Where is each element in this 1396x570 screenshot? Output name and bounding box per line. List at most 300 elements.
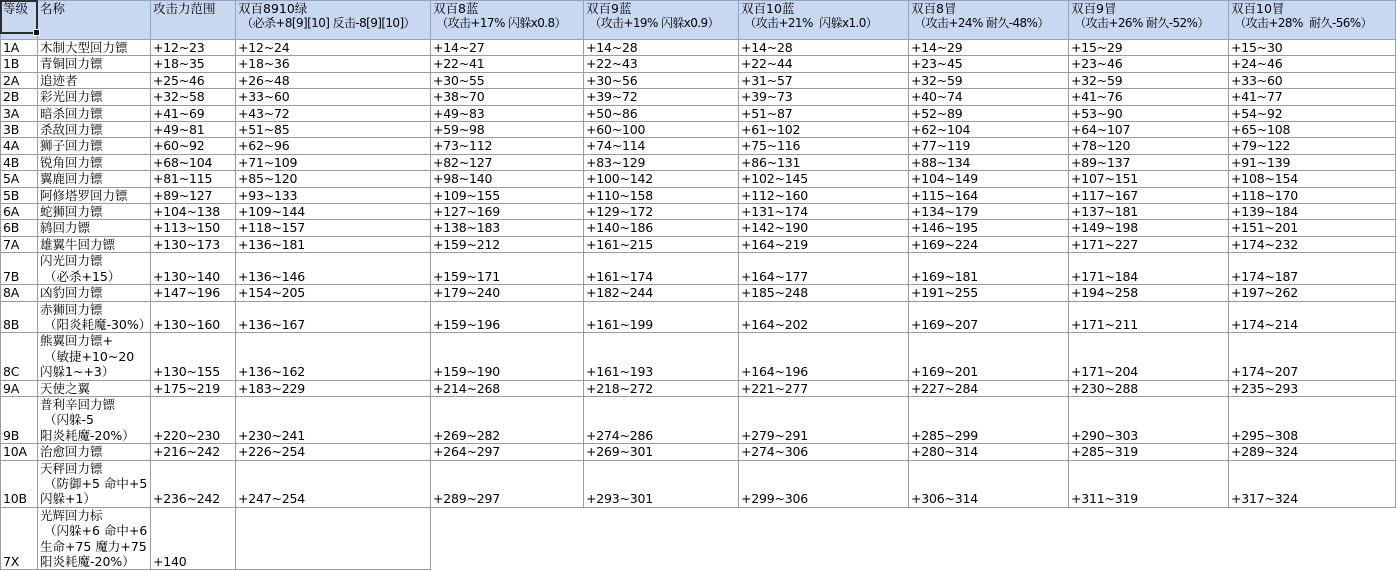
cell-value: +40~74: [911, 89, 963, 105]
cell-blue10[interactable]: [739, 105, 909, 121]
cell-value: +31~57: [741, 72, 793, 88]
cell-blue8[interactable]: [431, 122, 584, 138]
column-title: 双百8蓝: [433, 1, 479, 16]
cell-risk9[interactable]: [1069, 285, 1229, 301]
cell-level[interactable]: [1, 333, 38, 380]
cell-blue10[interactable]: [739, 380, 909, 396]
cell-risk10[interactable]: [1229, 236, 1396, 252]
cell-value: +39~73: [741, 89, 793, 105]
cell-blue9[interactable]: [584, 154, 739, 170]
cell-blue10[interactable]: [739, 171, 909, 187]
cell-blue9[interactable]: [584, 105, 739, 121]
cell-value: +74~114: [586, 138, 646, 154]
name-line: 治愈回力镖: [40, 444, 103, 460]
cell-name[interactable]: [38, 253, 151, 285]
cell-level[interactable]: [1, 72, 38, 88]
cell-blue10[interactable]: [739, 187, 909, 203]
cell-value: +220~230: [153, 427, 221, 443]
cell-blue8[interactable]: [431, 187, 584, 203]
cell-risk10[interactable]: [1229, 380, 1396, 396]
cell-value: +214~268: [433, 380, 501, 396]
cell-blue9[interactable]: [584, 122, 739, 138]
cell-blue8[interactable]: [431, 154, 584, 170]
cell-blue8[interactable]: [431, 171, 584, 187]
cell-atkrange[interactable]: [151, 285, 236, 301]
cell-value: +73~112: [433, 138, 493, 154]
cell-value: +280~314: [911, 444, 979, 460]
cell-name[interactable]: [38, 236, 151, 252]
cell-green8910[interactable]: [236, 236, 431, 252]
cell-risk10[interactable]: [1229, 72, 1396, 88]
cell-risk8[interactable]: [909, 204, 1069, 220]
cell-risk9[interactable]: [1069, 460, 1229, 507]
cell-atkrange[interactable]: [151, 40, 236, 56]
cell-risk9[interactable]: [1069, 204, 1229, 220]
cell-risk8[interactable]: [909, 72, 1069, 88]
cell-blue9[interactable]: [584, 396, 739, 443]
cell-risk10[interactable]: [1229, 220, 1396, 236]
cell-atkrange[interactable]: [151, 236, 236, 252]
cell-risk10[interactable]: [1229, 396, 1396, 443]
cell-blue9[interactable]: [584, 56, 739, 72]
cell-blue9[interactable]: [584, 72, 739, 88]
cell-value: +68~104: [153, 154, 213, 170]
cell-atkrange[interactable]: [151, 187, 236, 203]
cell-name[interactable]: [38, 154, 151, 170]
cell-level[interactable]: [1, 40, 38, 56]
cell-risk8[interactable]: [909, 333, 1069, 380]
column-header-green8910[interactable]: [236, 1, 431, 40]
cell-blue9[interactable]: [584, 236, 739, 252]
cell-green8910[interactable]: [236, 460, 431, 507]
name-line: 狮子回力镖: [40, 138, 103, 154]
cell-level[interactable]: [1, 460, 38, 507]
cell-risk8[interactable]: [909, 220, 1069, 236]
cell-atkrange[interactable]: [151, 105, 236, 121]
cell-blue8[interactable]: [431, 253, 584, 285]
cell-risk10[interactable]: [1229, 444, 1396, 460]
cell-risk10[interactable]: [1229, 89, 1396, 105]
cell-name[interactable]: [38, 171, 151, 187]
cell-value: +139~184: [1231, 204, 1299, 220]
cell-blue9[interactable]: [584, 301, 739, 333]
table-row: [1, 220, 1396, 236]
level-label: 1A: [3, 40, 20, 55]
cell-value: +285~299: [911, 427, 979, 443]
cell-blue10[interactable]: [739, 138, 909, 154]
cell-value: +247~254: [238, 491, 306, 507]
cell-atkrange[interactable]: [151, 380, 236, 396]
cell-value: +32~59: [1071, 72, 1123, 88]
cell-risk9[interactable]: [1069, 253, 1229, 285]
cell-atkrange[interactable]: [151, 460, 236, 507]
name-line: （敏捷+10~20: [40, 348, 135, 364]
table-row: [1, 171, 1396, 187]
cell-name[interactable]: [38, 333, 151, 380]
cell-atkrange[interactable]: [151, 56, 236, 72]
cell-atkrange[interactable]: [151, 220, 236, 236]
cell-value: +174~214: [1231, 316, 1299, 332]
cell-value: +147~196: [153, 285, 221, 301]
table-row: [1, 72, 1396, 88]
cell-green8910[interactable]: [236, 154, 431, 170]
cell-risk10[interactable]: [1229, 138, 1396, 154]
cell-value: +49~81: [153, 122, 205, 138]
cell-risk8[interactable]: [909, 154, 1069, 170]
cell-name[interactable]: [38, 204, 151, 220]
cell-blue8[interactable]: [431, 138, 584, 154]
cell-blue10[interactable]: [739, 285, 909, 301]
cell-name[interactable]: [38, 187, 151, 203]
cell-value: +109~155: [433, 187, 501, 203]
cell-name[interactable]: [38, 220, 151, 236]
cell-level[interactable]: [1, 56, 38, 72]
cell-risk8[interactable]: [909, 187, 1069, 203]
cell-value: +113~150: [153, 220, 221, 236]
cell-blue10[interactable]: [739, 72, 909, 88]
cell-name[interactable]: [38, 444, 151, 460]
cell-risk8[interactable]: [909, 122, 1069, 138]
cell-name[interactable]: [38, 72, 151, 88]
cell-name[interactable]: [38, 122, 151, 138]
cell-blue9[interactable]: [584, 507, 739, 570]
cell-risk10[interactable]: [1229, 122, 1396, 138]
cell-risk9[interactable]: [1069, 40, 1229, 56]
column-header-level[interactable]: [1, 1, 38, 40]
cell-blue10[interactable]: [739, 396, 909, 443]
cell-green8910[interactable]: [236, 89, 431, 105]
cell-atkrange[interactable]: [151, 444, 236, 460]
cell-risk10[interactable]: [1229, 154, 1396, 170]
cell-value: +174~232: [1231, 236, 1299, 252]
table-row: [1, 460, 1396, 507]
cell-value: +61~102: [741, 122, 801, 138]
cell-value: +18~35: [153, 56, 205, 72]
cell-green8910[interactable]: [236, 507, 431, 570]
cell-value: +130~173: [153, 236, 221, 252]
cell-risk9[interactable]: [1069, 396, 1229, 443]
cell-level[interactable]: [1, 105, 38, 121]
cell-value: +169~201: [911, 364, 979, 380]
cell-green8910[interactable]: [236, 333, 431, 380]
cell-value: +109~144: [238, 204, 306, 220]
column-header-name[interactable]: [38, 1, 151, 40]
cell-level[interactable]: [1, 171, 38, 187]
cell-blue8[interactable]: [431, 40, 584, 56]
cell-value: +159~212: [433, 236, 501, 252]
cell-value: +75~116: [741, 138, 801, 154]
cell-name[interactable]: [38, 89, 151, 105]
cell-green8910[interactable]: [236, 40, 431, 56]
cell-risk9[interactable]: [1069, 72, 1229, 88]
cell-level[interactable]: [1, 138, 38, 154]
cell-risk8[interactable]: [909, 285, 1069, 301]
name-line: 闪躲+1）: [40, 491, 96, 507]
level-label: 7A: [3, 236, 20, 252]
cell-name[interactable]: [38, 56, 151, 72]
level-label: 5B: [3, 187, 20, 203]
cell-name[interactable]: [38, 380, 151, 396]
cell-atkrange[interactable]: [151, 204, 236, 220]
cell-risk8[interactable]: [909, 40, 1069, 56]
column-header-risk9[interactable]: [1069, 1, 1229, 40]
cell-blue8[interactable]: [431, 301, 584, 333]
cell-blue8[interactable]: [431, 333, 584, 380]
cell-risk10[interactable]: [1229, 105, 1396, 121]
cell-risk9[interactable]: [1069, 56, 1229, 72]
cell-green8910[interactable]: [236, 396, 431, 443]
cell-risk9[interactable]: [1069, 301, 1229, 333]
table-row: [1, 89, 1396, 105]
cell-level[interactable]: [1, 444, 38, 460]
cell-value: +23~46: [1071, 56, 1123, 72]
cell-risk10[interactable]: [1229, 40, 1396, 56]
cell-risk8[interactable]: [909, 444, 1069, 460]
cell-atkrange[interactable]: [151, 89, 236, 105]
cell-risk8[interactable]: [909, 171, 1069, 187]
column-title: 双百10蓝: [741, 1, 795, 16]
cell-value: +131~174: [741, 204, 809, 220]
cell-blue8[interactable]: [431, 89, 584, 105]
cell-risk9[interactable]: [1069, 507, 1229, 570]
cell-value: +154~205: [238, 285, 306, 301]
cell-green8910[interactable]: [236, 56, 431, 72]
cell-risk8[interactable]: [909, 380, 1069, 396]
column-header-risk8[interactable]: [909, 1, 1069, 40]
cell-risk8[interactable]: [909, 56, 1069, 72]
cell-risk10[interactable]: [1229, 460, 1396, 507]
cell-blue10[interactable]: [739, 460, 909, 507]
cell-blue8[interactable]: [431, 285, 584, 301]
cell-green8910[interactable]: [236, 301, 431, 333]
cell-risk8[interactable]: [909, 507, 1069, 570]
cell-blue9[interactable]: [584, 40, 739, 56]
cell-level[interactable]: [1, 187, 38, 203]
cell-risk9[interactable]: [1069, 333, 1229, 380]
cell-level[interactable]: [1, 89, 38, 105]
cell-blue10[interactable]: [739, 154, 909, 170]
cell-value: +30~55: [433, 72, 485, 88]
cell-atkrange[interactable]: [151, 507, 236, 570]
cell-blue10[interactable]: [739, 236, 909, 252]
cell-blue8[interactable]: [431, 236, 584, 252]
name-line: 天秤回力镖: [40, 460, 103, 476]
table-row: [1, 236, 1396, 252]
cell-blue10[interactable]: [739, 444, 909, 460]
cell-blue8[interactable]: [431, 444, 584, 460]
cell-level[interactable]: [1, 396, 38, 443]
cell-risk8[interactable]: [909, 460, 1069, 507]
cell-blue8[interactable]: [431, 380, 584, 396]
cell-blue8[interactable]: [431, 72, 584, 88]
cell-blue9[interactable]: [584, 253, 739, 285]
cell-level[interactable]: [1, 380, 38, 396]
cell-level[interactable]: [1, 154, 38, 170]
cell-risk10[interactable]: [1229, 204, 1396, 220]
cell-blue8[interactable]: [431, 105, 584, 121]
cell-level[interactable]: [1, 253, 38, 285]
cell-blue10[interactable]: [739, 122, 909, 138]
cell-risk9[interactable]: [1069, 220, 1229, 236]
cell-name[interactable]: [38, 105, 151, 121]
level-label: 10B: [3, 491, 27, 507]
cell-risk8[interactable]: [909, 236, 1069, 252]
cell-level[interactable]: [1, 220, 38, 236]
cell-level[interactable]: [1, 204, 38, 220]
cell-risk8[interactable]: [909, 396, 1069, 443]
cell-value: +227~284: [911, 380, 979, 396]
cell-blue10[interactable]: [739, 204, 909, 220]
cell-risk8[interactable]: [909, 253, 1069, 285]
cell-risk8[interactable]: [909, 301, 1069, 333]
cell-risk10[interactable]: [1229, 187, 1396, 203]
cell-value: +88~134: [911, 154, 971, 170]
cell-blue9[interactable]: [584, 204, 739, 220]
level-label: 7B: [3, 268, 20, 284]
cell-risk10[interactable]: [1229, 171, 1396, 187]
cell-risk10[interactable]: [1229, 253, 1396, 285]
cell-value: +14~27: [433, 40, 485, 55]
cell-green8910[interactable]: [236, 105, 431, 121]
cell-green8910[interactable]: [236, 285, 431, 301]
cell-risk8[interactable]: [909, 89, 1069, 105]
cell-blue10[interactable]: [739, 253, 909, 285]
cell-atkrange[interactable]: [151, 333, 236, 380]
cell-name[interactable]: [38, 301, 151, 333]
cell-blue10[interactable]: [739, 56, 909, 72]
column-header-blue10[interactable]: [739, 1, 909, 40]
cell-name[interactable]: [38, 138, 151, 154]
cell-value: +161~174: [586, 268, 654, 284]
cell-blue9[interactable]: [584, 187, 739, 203]
cell-value: +108~154: [1231, 171, 1299, 187]
cell-risk9[interactable]: [1069, 187, 1229, 203]
cell-blue9[interactable]: [584, 220, 739, 236]
cell-name[interactable]: [38, 40, 151, 56]
column-header-blue8[interactable]: [431, 1, 584, 40]
cell-atkrange[interactable]: [151, 171, 236, 187]
table-row: [1, 105, 1396, 121]
cell-atkrange[interactable]: [151, 301, 236, 333]
column-header-risk10[interactable]: [1229, 1, 1396, 40]
cell-value: +164~177: [741, 268, 809, 284]
name-line: 木制大型回力镖: [40, 40, 128, 55]
cell-green8910[interactable]: [236, 253, 431, 285]
cell-blue9[interactable]: [584, 171, 739, 187]
cell-risk9[interactable]: [1069, 138, 1229, 154]
cell-atkrange[interactable]: [151, 72, 236, 88]
cell-blue10[interactable]: [739, 507, 909, 570]
cell-risk10[interactable]: [1229, 333, 1396, 380]
cell-blue8[interactable]: [431, 56, 584, 72]
cell-level[interactable]: [1, 301, 38, 333]
cell-value: +149~198: [1071, 220, 1139, 236]
cell-risk10[interactable]: [1229, 301, 1396, 333]
cell-atkrange[interactable]: [151, 154, 236, 170]
cell-risk9[interactable]: [1069, 154, 1229, 170]
cell-level[interactable]: [1, 122, 38, 138]
cell-blue10[interactable]: [739, 40, 909, 56]
cell-name[interactable]: [38, 460, 151, 507]
cell-level[interactable]: [1, 507, 38, 570]
cell-green8910[interactable]: [236, 138, 431, 154]
cell-atkrange[interactable]: [151, 253, 236, 285]
cell-blue8[interactable]: [431, 220, 584, 236]
cell-risk9[interactable]: [1069, 380, 1229, 396]
cell-blue9[interactable]: [584, 460, 739, 507]
cell-atkrange[interactable]: [151, 138, 236, 154]
cell-blue9[interactable]: [584, 89, 739, 105]
cell-blue9[interactable]: [584, 285, 739, 301]
cell-risk8[interactable]: [909, 138, 1069, 154]
table-row: [1, 56, 1396, 72]
cell-atkrange[interactable]: [151, 122, 236, 138]
cell-risk10[interactable]: [1229, 285, 1396, 301]
cell-risk9[interactable]: [1069, 444, 1229, 460]
cell-blue8[interactable]: [431, 396, 584, 443]
cell-name[interactable]: [38, 507, 151, 570]
cell-value: +136~146: [238, 268, 306, 284]
cell-level[interactable]: [1, 285, 38, 301]
cell-risk10[interactable]: [1229, 56, 1396, 72]
cell-risk8[interactable]: [909, 105, 1069, 121]
column-header-atkrange[interactable]: [151, 1, 236, 40]
cell-blue10[interactable]: [739, 89, 909, 105]
cell-value: +86~131: [741, 154, 801, 170]
cell-green8910[interactable]: [236, 380, 431, 396]
cell-risk10[interactable]: [1229, 507, 1396, 570]
cell-blue10[interactable]: [739, 220, 909, 236]
cell-value: +137~181: [1071, 204, 1139, 220]
cell-level[interactable]: [1, 236, 38, 252]
cell-value: +12~23: [153, 40, 205, 55]
cell-blue10[interactable]: [739, 301, 909, 333]
cell-name[interactable]: [38, 285, 151, 301]
cell-value: +136~162: [238, 364, 306, 380]
cell-green8910[interactable]: [236, 444, 431, 460]
column-subtitle: （攻击+26% 耐久-52%）: [1071, 16, 1209, 31]
table-row: [1, 204, 1396, 220]
cell-risk9[interactable]: [1069, 122, 1229, 138]
cell-blue9[interactable]: [584, 380, 739, 396]
cell-green8910[interactable]: [236, 72, 431, 88]
cell-blue8[interactable]: [431, 460, 584, 507]
cell-risk9[interactable]: [1069, 171, 1229, 187]
name-line: 杀敌回力镖: [40, 122, 103, 138]
cell-blue9[interactable]: [584, 138, 739, 154]
cell-blue8[interactable]: [431, 507, 584, 570]
cell-blue9[interactable]: [584, 444, 739, 460]
cell-value: +138~183: [433, 220, 501, 236]
cell-green8910[interactable]: [236, 122, 431, 138]
cell-blue10[interactable]: [739, 333, 909, 380]
cell-green8910[interactable]: [236, 204, 431, 220]
table-row: [1, 380, 1396, 396]
cell-green8910[interactable]: [236, 220, 431, 236]
cell-name[interactable]: [38, 396, 151, 443]
cell-risk9[interactable]: [1069, 89, 1229, 105]
cell-green8910[interactable]: [236, 171, 431, 187]
column-header-blue9[interactable]: [584, 1, 739, 40]
cell-risk9[interactable]: [1069, 236, 1229, 252]
cell-atkrange[interactable]: [151, 396, 236, 443]
level-label: 9B: [3, 427, 20, 443]
cell-blue9[interactable]: [584, 333, 739, 380]
cell-risk9[interactable]: [1069, 105, 1229, 121]
name-line: （防御+5 命中+5: [40, 475, 148, 491]
cell-blue8[interactable]: [431, 204, 584, 220]
cell-green8910[interactable]: [236, 187, 431, 203]
